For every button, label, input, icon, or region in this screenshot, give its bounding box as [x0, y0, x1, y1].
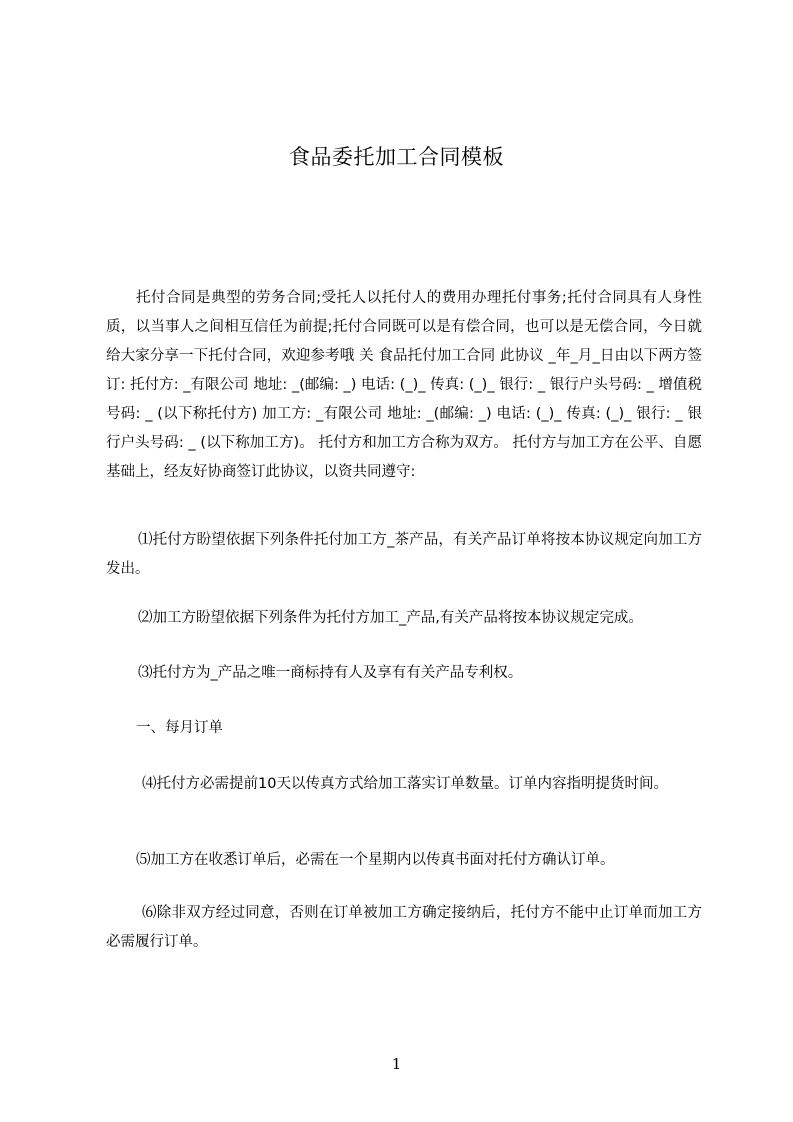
clause-1-paragraph: ⑴托付方盼望依据下列条件托付加工方_茶产品，有关产品订单将按本协议规定向加工方发出。	[106, 532, 702, 577]
section-heading-monthly-orders: 一、每月订单	[136, 720, 223, 736]
intro-paragraph: 托付合同是典型的劳务合同;受托人以托付人的费用办理托付事务;托付合同具有人身性质，以当事人之间相互信任为前提;托付合同既可以是有偿合同，也可以是无偿合同，今日就给大家分享一下托付合同，欢迎参考哦 关 食品托付加工合同 此协议 _年_月_日由以下两方签订: 托付方: _有限公司 地址: _(邮编: _) 电话: (_)_ 传真: (_)_ 银行: _ 银行户头号码: _ 增值税号码: _ (以下称托付方) 加工方: _有限公司 地址: _(邮编: _) 电话: (_)_ 传真: (_)_ 银行: _ 银行户头号码: _ (以下称加工方)。 托付方和加工方合称为双方。 托付方与加工方在公平、自愿基础上，经友好协商签订此协议，以资共同遵守:	[106, 290, 702, 480]
clause-6-paragraph: ⑹除非双方经过同意，否则在订单被加工方确定接纳后，托付方不能中止订单而加工方必需履行订单。	[106, 905, 702, 950]
page-number: 1	[391, 1055, 402, 1073]
clause-4-paragraph: ⑷托付方必需提前10天以传真方式给加工落实订单数量。订单内容指明提货时间。	[142, 776, 668, 792]
clause-5-paragraph: ⑸加工方在收悉订单后，必需在一个星期内以传真书面对托付方确认订单。	[136, 852, 615, 868]
clause-2-paragraph: ⑵加工方盼望依据下列条件为托付方加工_产品,有关产品将按本协议规定完成。	[138, 610, 643, 626]
clause-3-paragraph: ⑶托付方为_产品之唯一商标持有人及享有有关产品专利权。	[138, 665, 523, 681]
document-title: 食品委托加工合同模板	[289, 145, 504, 169]
